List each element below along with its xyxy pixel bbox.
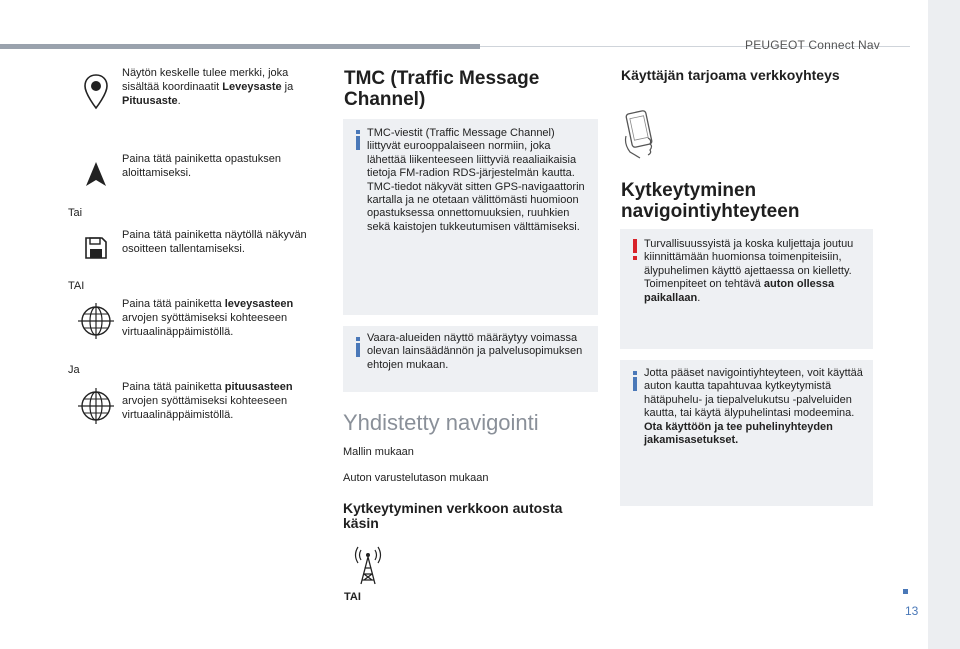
separator-word: Ja: [68, 364, 80, 376]
page-marker: [903, 589, 908, 594]
safety-warning-text: Turvallisuussyistä ja koska kuljettaja joutuu kiinnittämään huomionsa toimenpiteisiin, älypuhelimen käyttö ajettaessa on kielletty. Toimenpiteet on tehtävä auton ollessa paikallaan.: [644, 238, 854, 304]
tmc-heading: TMC (Traffic Message Channel): [344, 68, 540, 110]
instruction-text: Paina tätä painiketta näytöllä näkyvän osoitteen tallentamiseksi.: [122, 229, 307, 255]
instruction-text: Näytön keskelle tulee merkki, joka sisältää koordinaatit Leveysaste ja Pituusaste.: [122, 67, 294, 107]
vehicle-connection-heading: Kytkeytyminen verkkoon autosta käsin: [343, 500, 563, 531]
tmc-info-text: TMC-viestit (Traffic Message Channel) liittyvät eurooppalaiseen normiin, joka lähettää liikenteeseen liittyviä reaaliaikaisia tietoja FM-radion RDS-järjestelmän kautta. TMC-tiedot näkyvät sitten GPS-navigaattorin kartalla ja ne otetaan välittömästi huomioon opastuksessa onnettomuuksien, ruuhkien sekä kaistojen tukkeutumisen välttämiseksi.: [367, 127, 585, 233]
connection-info-box: [620, 360, 873, 506]
globe-grid-icon: [74, 299, 118, 343]
navigation-arrow-icon: [74, 152, 118, 196]
connection-info-text: Jotta pääset navigointiyhteyteen, voit käyttää auton kautta tapahtuvaa kytkeytymistä hätäpuhelu- ja tiepalvelukutsu -palveluiden kautta, tai käytä älypuhelintasi modeemina. Ota käyttöön ja tee puhelinyhteyden jakamisasetukset.: [644, 367, 863, 447]
user-network-heading: Käyttäjän tarjoama verkkoyhteys: [621, 67, 840, 83]
tmc-info-box: [343, 119, 598, 315]
top-rule: [0, 44, 480, 49]
instruction-text: Paina tätä painiketta opastuksen aloittamiseksi.: [122, 153, 282, 179]
side-strip: [928, 0, 960, 649]
separator-word: TAI: [68, 280, 85, 292]
page-header-title: PEUGEOT Connect Nav: [745, 38, 880, 52]
hand-smartphone-icon: [620, 108, 660, 160]
danger-zone-info-text: Vaara-alueiden näyttö määräytyy voimassa olevan lainsäädännön ja palvelusopimuksen ehtojen mukaan.: [367, 332, 583, 371]
separator-word: Tai: [68, 207, 83, 219]
tai-label: TAI: [344, 591, 361, 603]
connected-navigation-heading: Yhdistetty navigointi: [343, 410, 539, 435]
instruction-text: Paina tätä painiketta leveysasteen arvojen syöttämiseksi kohteeseen virtuaalinäppäimistöllä.: [122, 298, 294, 338]
nav-connection-heading: Kytkeytyminen navigointiyhteyteen: [621, 180, 800, 222]
instruction-text: Paina tätä painiketta pituusasteen arvojen syöttämiseksi kohteeseen virtuaalinäppäimistöllä.: [122, 381, 293, 421]
danger-zone-info-box: [343, 326, 598, 392]
safety-warning-box: [620, 229, 873, 349]
map-pin-icon: [74, 70, 118, 114]
page-number: 13: [905, 604, 919, 618]
info-mark-icon: [350, 129, 368, 151]
per-trim-note: Auton varustelutason mukaan: [343, 472, 489, 484]
save-disk-icon: [74, 226, 118, 270]
info-mark-icon: [627, 370, 645, 392]
antenna-tower-icon: [351, 544, 385, 586]
globe-grid-icon: [74, 384, 118, 428]
per-model-note: Mallin mukaan: [343, 446, 414, 458]
warning-exclamation-icon: [627, 239, 645, 261]
info-mark-icon: [350, 336, 368, 358]
